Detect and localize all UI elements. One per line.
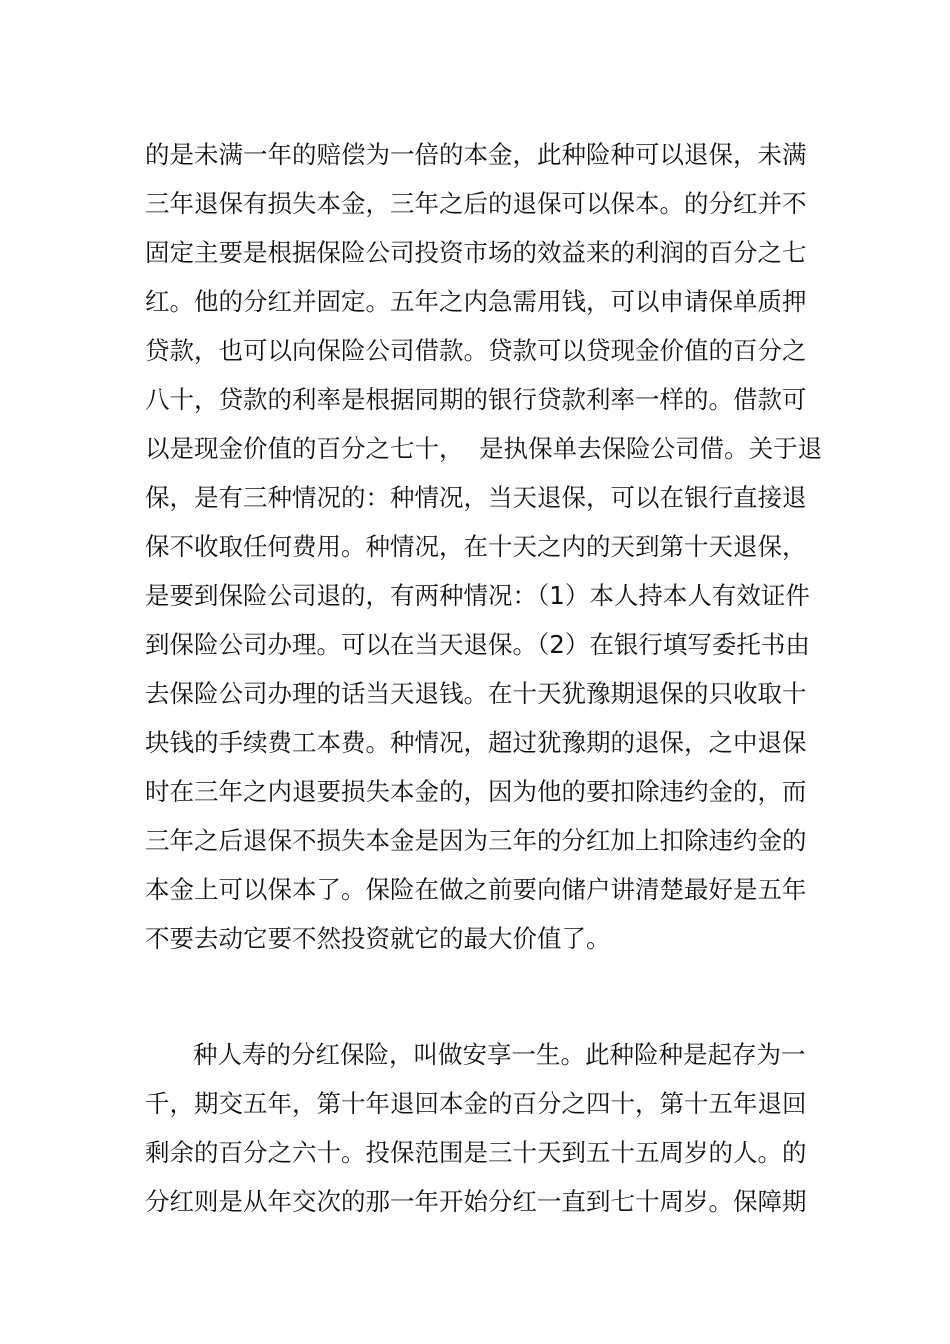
text-line: 剩余的百分之六十。投保范围是三十天到五十五周岁的人。的 (145, 1138, 807, 1167)
text-line: 贷款，也可以向保险公司借款。贷款可以贷现金价值的百分之 (145, 336, 807, 365)
text-line: 到保险公司办理。可以在当天退保。（2）在银行填写委托书由 (145, 630, 810, 659)
text-line: 不要去动它要不然投资就它的最大价值了。 (145, 924, 611, 953)
text-line: 块钱的手续费工本费。种情况，超过犹豫期的退保，之中退保 (145, 728, 807, 757)
text-line: 保不收取任何费用。种情况，在十天之内的天到第十天退保， (145, 532, 807, 561)
text-line: 三年退保有损失本金，三年之后的退保可以保本。的分红并不 (145, 189, 807, 218)
text-line: 是要到保险公司退的，有两种情况：（1）本人持本人有效证件 (145, 581, 810, 610)
text-line: 本金上可以保本了。保险在做之前要向储户讲清楚最好是五年 (145, 875, 807, 904)
text-line: 以是现金价值的百分之七十， 是执保单去保险公司借。关于退 (145, 434, 823, 463)
text-line: 固定主要是根据保险公司投资市场的效益来的利润的百分之七 (145, 238, 807, 267)
text-line: 三年之后退保不损失本金是因为三年的分红加上扣除违约金的 (145, 826, 807, 855)
text-line: 时在三年之内退要损失本金的，因为他的要扣除违约金的，而 (145, 777, 807, 806)
text-line: 八十，贷款的利率是根据同期的银行贷款利率一样的。借款可 (145, 385, 807, 414)
text-line: 的是未满一年的赔偿为一倍的本金，此种险种可以退保，未满 (145, 140, 807, 169)
text-line: 红。他的分红并固定。五年之内急需用钱，可以申请保单质押 (145, 287, 807, 316)
text-line: 去保险公司办理的话当天退钱。在十天犹豫期退保的只收取十 (145, 679, 807, 708)
text-line: 保，是有三种情况的：种情况，当天退保，可以在银行直接退 (145, 483, 807, 512)
text-line: 千，期交五年，第十年退回本金的百分之四十，第十五年退回 (145, 1089, 807, 1118)
text-line: 分红则是从年交次的那一年开始分红一直到七十周岁。保障期 (145, 1187, 807, 1216)
text-line: 种人寿的分红保险，叫做安享一生。此种险种是起存为一 (193, 1040, 806, 1069)
